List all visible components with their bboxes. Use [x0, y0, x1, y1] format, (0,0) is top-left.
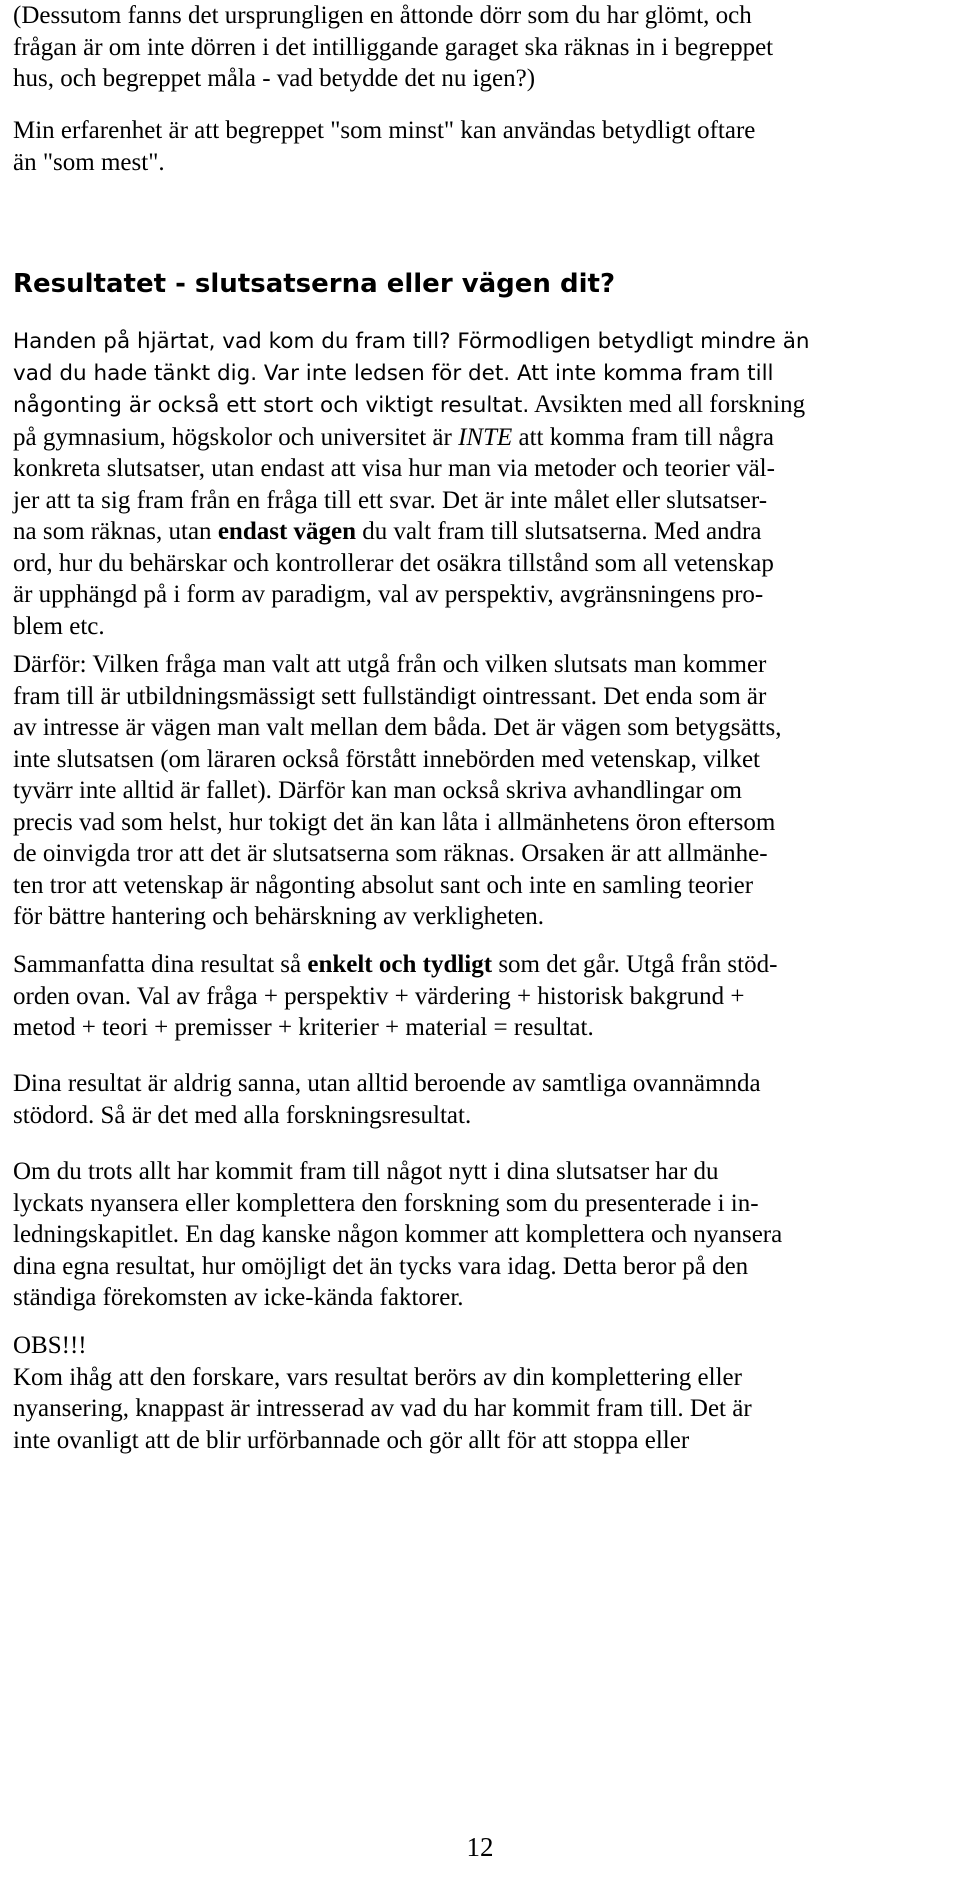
text-line: frågan är om inte dörren i det intilliggande garaget ska räknas in i begreppet — [13, 33, 774, 61]
text-line: dina egna resultat, hur omöjligt det än tycks vara idag. Detta beror på den — [13, 1252, 749, 1280]
text-line: stödord. Så är det med alla forskningsresultat. — [13, 1101, 472, 1129]
page-number: 12 — [466, 1832, 494, 1862]
section-heading: Resultatet - slutsatserna eller vägen dit? — [13, 269, 616, 299]
text-line: precis vad som helst, hur tokigt det än kan låta i allmänhetens öron eftersom — [13, 808, 776, 836]
text-line: konkreta slutsatser, utan endast att visa hur man via metoder och teorier väl- — [13, 455, 775, 482]
text-segment: som det går. Utgå från stöd- — [492, 951, 778, 978]
text-line: metod + teori + premisser + kriterier + material = resultat. — [13, 1014, 594, 1041]
text-line: inte slutsatsen (om läraren också förstått innebörden med vetenskap, vilket — [13, 745, 760, 773]
text-line — [13, 516, 810, 548]
text-line: ord, hur du behärskar och kontrollerar det osäkra tillstånd som all vetenskap — [13, 549, 774, 577]
text-line — [13, 422, 810, 454]
text-line: (Dessutom fanns det ursprungligen en åttonde dörr som du har glömt, och — [13, 2, 752, 29]
text-line: Dina resultat är aldrig sanna, utan alltid beroende av samtliga ovannämnda — [13, 1070, 761, 1097]
text-segment: på gymnasium, högskolor och universitet är — [13, 423, 459, 451]
obs-label: OBS!!! — [13, 1332, 87, 1359]
text-line: vad du hade tänkt dig. Var inte ledsen för det. Att inte komma fram till — [13, 360, 774, 386]
text-segment: någonting är också ett stort och viktigt resultat. — [13, 393, 530, 418]
garage-paragraph — [13, 0, 773, 95]
text-line: de oinvigda tror att det är slutsatserna som räknas. Orsaken är att allmänhe- — [13, 840, 768, 867]
experience-paragraph — [13, 115, 755, 178]
text-line: jer att ta sig fram från en fråga till ett svar. Det är inte målet eller slutsatser- — [13, 486, 768, 514]
new-findings-paragraph — [13, 1156, 782, 1314]
result-paragraph — [13, 326, 810, 642]
text-line — [13, 389, 810, 422]
text-line: Handen på hjärtat, vad kom du fram till? Förmodligen betydligt mindre än — [13, 329, 810, 354]
text-line: för bättre hantering och behärskning av verkligheten. — [13, 903, 545, 930]
text-line: Därför: Vilken fråga man valt att utgå från och vilken slutsats man kommer — [13, 651, 767, 678]
emphasis-bold: endast vägen — [217, 518, 357, 545]
text-line: lyckats nyansera eller komplettera den forskning som du presenterade i in- — [13, 1189, 759, 1217]
text-line: Min erfarenhet är att begreppet "som minst" kan användas betydligt oftare — [13, 117, 756, 144]
text-segment: na som räknas, utan — [13, 518, 218, 545]
text-line: är upphängd på i form av paradigm, val av perspektiv, avgränsningens pro- — [13, 581, 764, 608]
text-line: av intresse är vägen man valt mellan dem båda. Det är vägen som betygsätts, — [13, 714, 782, 741]
truth-paragraph — [13, 1068, 761, 1131]
text-line: blem etc. — [13, 612, 105, 640]
text-line: hus, och begreppet måla - vad betydde det nu igen?) — [13, 65, 536, 92]
text-line: Om du trots allt har kommit fram till något nytt i dina slutsatser har du — [13, 1158, 719, 1185]
text-line: inte ovanligt att de blir urförbannade och gör allt för att stoppa eller — [13, 1426, 690, 1454]
text-line: orden ovan. Val av fråga + perspektiv + värdering + historisk bakgrund + — [13, 982, 745, 1010]
text-line: nyansering, knappast är intresserad av vad du har kommit fram till. Det är — [13, 1395, 752, 1422]
text-line: Kom ihåg att den forskare, vars resultat berörs av din komplettering eller — [13, 1363, 742, 1391]
emphasis-italic: INTE — [458, 423, 513, 451]
text-segment: Avsikten med all forskning — [529, 391, 806, 418]
text-line: ten tror att vetenskap är någonting absolut sant och inte en samling teorier — [13, 871, 754, 899]
obs-paragraph — [13, 1330, 752, 1456]
text-line — [13, 949, 777, 981]
text-line: ledningskapitlet. En dag kanske någon kommer att komplettera och nyansera — [13, 1221, 783, 1248]
text-segment: att komma fram till några — [512, 423, 774, 451]
text-line: tyvärr inte alltid är fallet). Därför kan man också skriva avhandlingar om — [13, 777, 742, 804]
darfor-paragraph — [13, 649, 782, 933]
text-line: ständiga förekomsten av icke-kända faktorer. — [13, 1284, 464, 1311]
text-line: fram till är utbildningsmässigt sett fullständigt ointressant. Det enda som är — [13, 682, 767, 710]
emphasis-bold: enkelt och tydligt — [307, 951, 493, 978]
summary-paragraph — [13, 949, 777, 1044]
text-line: än "som mest". — [13, 148, 165, 176]
text-segment: du valt fram till slutsatserna. Med andra — [356, 518, 762, 545]
text-segment: Sammanfatta dina resultat så — [13, 951, 308, 978]
